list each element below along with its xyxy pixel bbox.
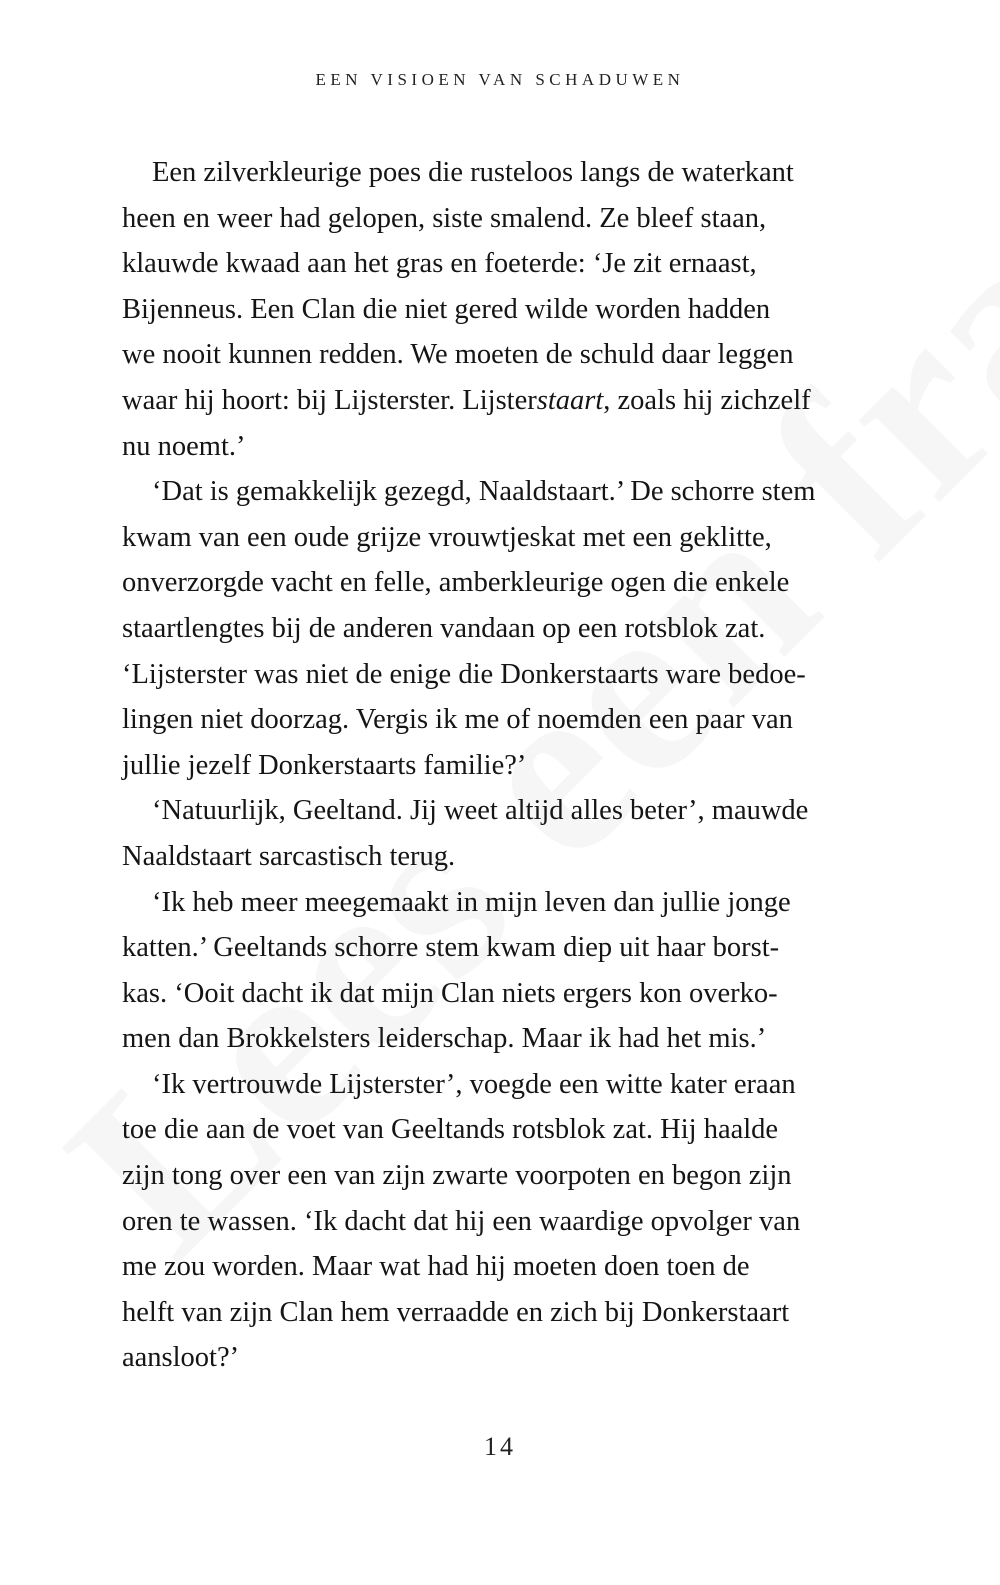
running-head: EEN VISIOEN VAN SCHADUWEN: [315, 70, 685, 89]
text-line: ‘Lijsterster was niet de enige die Donkerstaarts ware bedoe-: [122, 658, 806, 690]
text-line: helft van zijn Clan hem verraadde en zich bij Donkerstaart: [122, 1296, 790, 1328]
italic-run: staart: [536, 384, 604, 416]
text-line: ‘Natuurlijk, Geeltand. Jij weet altijd alles beter’, mauwde: [152, 795, 809, 827]
text-line: me zou worden. Maar wat had hij moeten doen toen de: [122, 1251, 750, 1283]
paragraph: [122, 150, 862, 469]
text-line: heen en weer had gelopen, siste smalend. Ze bleef staan,: [122, 202, 767, 234]
text-line: men dan Brokkelsters leiderschap. Maar ik had het mis.’: [122, 1023, 767, 1055]
text-line: kas. ‘Ooit dacht ik dat mijn Clan niets ergers kon overko-: [122, 977, 778, 1009]
text-line: katten.’ Geeltands schorre stem kwam diep uit haar borst-: [122, 932, 780, 964]
text-line: Een zilverkleurige poes die rusteloos langs de waterkant: [152, 157, 794, 188]
text-line: oren te wassen. ‘Ik dacht dat hij een waardige opvolger van: [122, 1205, 801, 1237]
text-line: ‘Ik vertrouwde Lijsterster’, voegde een witte kater eraan: [152, 1068, 796, 1100]
text-line: onverzorgde vacht en felle, amberkleurige ogen die enkele: [122, 567, 790, 599]
text-line: staartlengtes bij de anderen vandaan op een rotsblok zat.: [122, 612, 766, 644]
text-line: jullie jezelf Donkerstaarts familie?’: [122, 749, 527, 781]
text-line: ‘Dat is gemakkelijk gezegd, Naaldstaart.’ De schorre stem: [152, 476, 816, 508]
text-line: klauwde kwaad aan het gras en foeterde: ‘Je zit ernaast,: [122, 248, 757, 280]
text-run: waar hij hoort: bij Lijsterster. Lijster: [122, 384, 537, 416]
text-line: toe die aan de voet van Geeltands rotsblok zat. Hij haalde: [122, 1114, 779, 1146]
text-line: [122, 378, 862, 424]
text-run: , zoals hij zichzelf: [603, 384, 811, 416]
text-line: nu noemt.’: [122, 430, 246, 462]
text-line: ‘Ik heb meer meegemaakt in mijn leven dan jullie jonge: [152, 886, 791, 918]
text-line: Naaldstaart sarcastisch terug.: [122, 840, 456, 872]
paragraph: [122, 880, 862, 1062]
page-number: 14: [484, 1432, 516, 1461]
paragraph: [122, 1062, 862, 1381]
text-line: aansloot?’: [122, 1342, 240, 1374]
text-line: kwam van een oude grijze vrouwtjeskat met een geklitte,: [122, 521, 772, 553]
body-text: [122, 150, 862, 1381]
text-line: Bijenneus. Een Clan die niet gered wilde worden hadden: [122, 293, 771, 325]
text-line: lingen niet doorzag. Vergis ik me of noemden een paar van: [122, 704, 793, 736]
paragraph: [122, 788, 862, 879]
paragraph: [122, 469, 862, 788]
text-line: we nooit kunnen redden. We moeten de schuld daar leggen: [122, 339, 794, 371]
text-line: zijn tong over een van zijn zwarte voorpoten en begon zijn: [122, 1160, 792, 1192]
